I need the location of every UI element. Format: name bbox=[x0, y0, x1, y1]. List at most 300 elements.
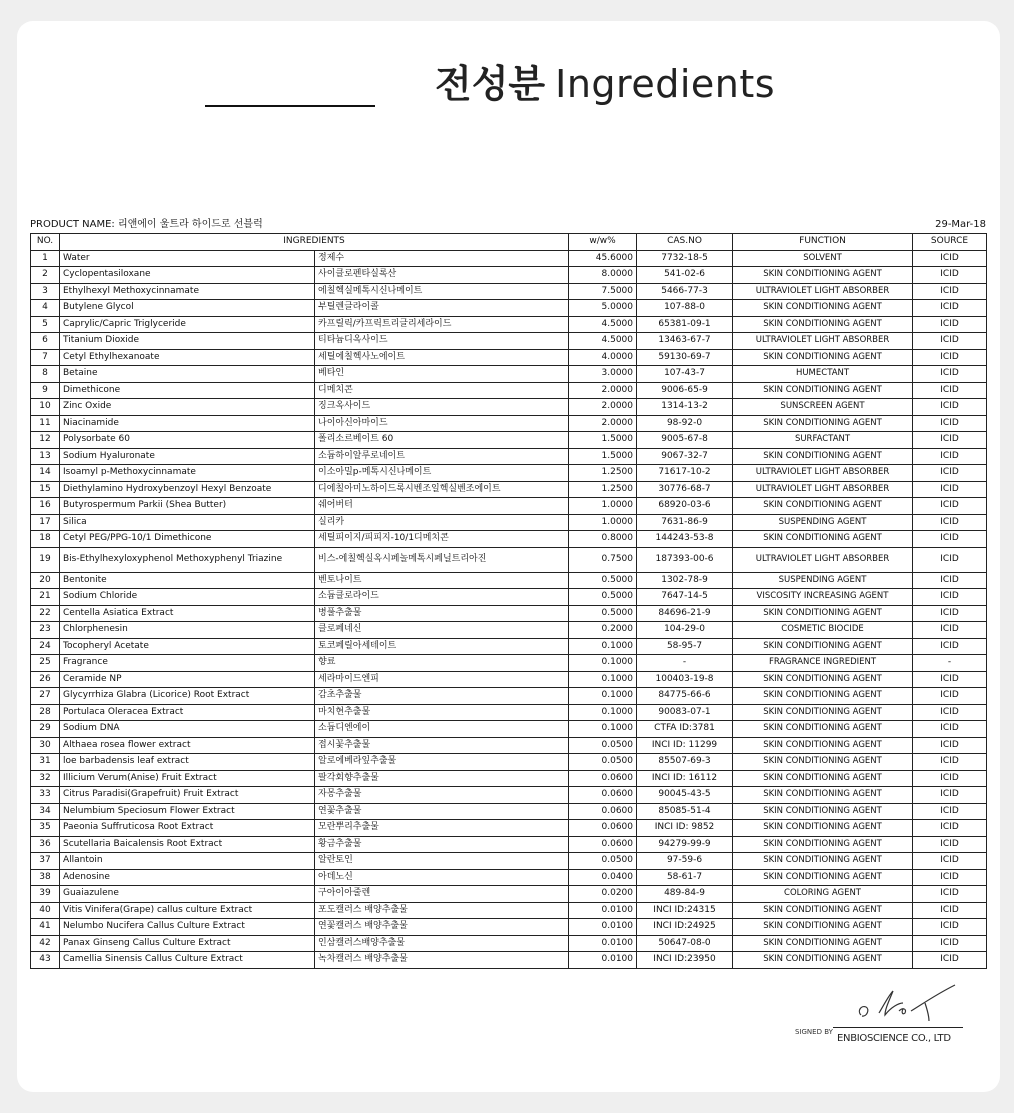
source: ICID bbox=[913, 671, 987, 688]
source: ICID bbox=[913, 547, 987, 572]
ingredient-english: Caprylic/Capric Triglyceride bbox=[60, 316, 315, 333]
weight-percent: 0.0600 bbox=[569, 803, 637, 820]
cas-number: 13463-67-7 bbox=[637, 333, 733, 350]
ingredient-korean: 마치현추출물 bbox=[315, 704, 569, 721]
document-card bbox=[17, 21, 1000, 1092]
cas-number: 104-29-0 bbox=[637, 622, 733, 639]
source: ICID bbox=[913, 820, 987, 837]
function: COLORING AGENT bbox=[733, 886, 913, 903]
ingredient-korean: 인삼캘러스배양추출물 bbox=[315, 935, 569, 952]
row-number: 12 bbox=[31, 432, 60, 449]
table-row bbox=[31, 688, 987, 705]
row-number: 20 bbox=[31, 572, 60, 589]
ingredient-korean: 이소아밀p-메톡시신나메이트 bbox=[315, 465, 569, 482]
source: ICID bbox=[913, 787, 987, 804]
cas-number: 58-61-7 bbox=[637, 869, 733, 886]
weight-percent: 0.1000 bbox=[569, 704, 637, 721]
ingredient-english: Niacinamide bbox=[60, 415, 315, 432]
table-row bbox=[31, 820, 987, 837]
weight-percent: 3.0000 bbox=[569, 366, 637, 383]
ingredient-english: Silica bbox=[60, 514, 315, 531]
source: ICID bbox=[913, 465, 987, 482]
weight-percent: 1.2500 bbox=[569, 481, 637, 498]
company-name: ENBIOSCIENCE CO., LTD bbox=[837, 1033, 951, 1044]
row-number: 4 bbox=[31, 300, 60, 317]
ingredient-english: Chlorphenesin bbox=[60, 622, 315, 639]
weight-percent: 0.0500 bbox=[569, 853, 637, 870]
source: ICID bbox=[913, 448, 987, 465]
table-row bbox=[31, 919, 987, 936]
ingredient-english: Panax Ginseng Callus Culture Extract bbox=[60, 935, 315, 952]
row-number: 8 bbox=[31, 366, 60, 383]
weight-percent: 4.0000 bbox=[569, 349, 637, 366]
table-row bbox=[31, 737, 987, 754]
weight-percent: 5.0000 bbox=[569, 300, 637, 317]
source: ICID bbox=[913, 605, 987, 622]
ingredient-english: Nelumbo Nucifera Callus Culture Extract bbox=[60, 919, 315, 936]
weight-percent: 0.0100 bbox=[569, 935, 637, 952]
ingredient-korean: 연꽃추출물 bbox=[315, 803, 569, 820]
source: ICID bbox=[913, 572, 987, 589]
table-row bbox=[31, 531, 987, 548]
cas-number: 7647-14-5 bbox=[637, 589, 733, 606]
ingredient-english: Allantoin bbox=[60, 853, 315, 870]
function: COSMETIC BIOCIDE bbox=[733, 622, 913, 639]
table-row bbox=[31, 605, 987, 622]
cas-number: 58-95-7 bbox=[637, 638, 733, 655]
weight-percent: 0.0100 bbox=[569, 902, 637, 919]
source: ICID bbox=[913, 622, 987, 639]
weight-percent: 0.0600 bbox=[569, 787, 637, 804]
function: SKIN CONDITIONING AGENT bbox=[733, 671, 913, 688]
ingredient-korean: 알로에베라잎추출물 bbox=[315, 754, 569, 771]
table-row bbox=[31, 465, 987, 482]
cas-number: INCI ID: 16112 bbox=[637, 770, 733, 787]
source: ICID bbox=[913, 886, 987, 903]
cas-number: 9005-67-8 bbox=[637, 432, 733, 449]
ingredient-korean: 클로페네신 bbox=[315, 622, 569, 639]
row-number: 14 bbox=[31, 465, 60, 482]
source: ICID bbox=[913, 267, 987, 284]
ingredient-korean: 디메치콘 bbox=[315, 382, 569, 399]
source: ICID bbox=[913, 415, 987, 432]
row-number: 11 bbox=[31, 415, 60, 432]
row-number: 10 bbox=[31, 399, 60, 416]
product-name: PRODUCT NAME: 리앤에이 울트라 하이드로 선블럭 bbox=[30, 219, 263, 230]
header-cas: CAS.NO bbox=[637, 234, 733, 251]
ingredient-korean: 나이아신아마이드 bbox=[315, 415, 569, 432]
weight-percent: 2.0000 bbox=[569, 382, 637, 399]
source: ICID bbox=[913, 935, 987, 952]
row-number: 37 bbox=[31, 853, 60, 870]
source: ICID bbox=[913, 589, 987, 606]
function: SKIN CONDITIONING AGENT bbox=[733, 498, 913, 515]
function: SUSPENDING AGENT bbox=[733, 514, 913, 531]
ingredient-english: Bentonite bbox=[60, 572, 315, 589]
cas-number: 107-88-0 bbox=[637, 300, 733, 317]
signature-line bbox=[833, 1027, 963, 1028]
table-row bbox=[31, 283, 987, 300]
source: ICID bbox=[913, 283, 987, 300]
table-row bbox=[31, 886, 987, 903]
function: ULTRAVIOLET LIGHT ABSORBER bbox=[733, 283, 913, 300]
ingredient-english: Polysorbate 60 bbox=[60, 432, 315, 449]
handwritten-signature bbox=[855, 981, 965, 1025]
function: SOLVENT bbox=[733, 250, 913, 267]
row-number: 15 bbox=[31, 481, 60, 498]
ingredient-english: Betaine bbox=[60, 366, 315, 383]
cas-number: 5466-77-3 bbox=[637, 283, 733, 300]
weight-percent: 4.5000 bbox=[569, 316, 637, 333]
table-row bbox=[31, 622, 987, 639]
ingredient-korean: 디에칠아미노하이드록시벤조일헥실벤조에이트 bbox=[315, 481, 569, 498]
function: SKIN CONDITIONING AGENT bbox=[733, 919, 913, 936]
source: ICID bbox=[913, 333, 987, 350]
function: SKIN CONDITIONING AGENT bbox=[733, 531, 913, 548]
table-row bbox=[31, 638, 987, 655]
source: ICID bbox=[913, 316, 987, 333]
ingredient-english: Sodium Chloride bbox=[60, 589, 315, 606]
table-row bbox=[31, 382, 987, 399]
ingredient-english: Portulaca Oleracea Extract bbox=[60, 704, 315, 721]
table-row bbox=[31, 514, 987, 531]
ingredient-korean: 알란토인 bbox=[315, 853, 569, 870]
ingredient-english: Illicium Verum(Anise) Fruit Extract bbox=[60, 770, 315, 787]
weight-percent: 0.7500 bbox=[569, 547, 637, 572]
source: ICID bbox=[913, 869, 987, 886]
source: ICID bbox=[913, 638, 987, 655]
source: - bbox=[913, 655, 987, 672]
row-number: 24 bbox=[31, 638, 60, 655]
table-row bbox=[31, 704, 987, 721]
weight-percent: 0.0600 bbox=[569, 836, 637, 853]
weight-percent: 45.6000 bbox=[569, 250, 637, 267]
function: ULTRAVIOLET LIGHT ABSORBER bbox=[733, 465, 913, 482]
row-number: 16 bbox=[31, 498, 60, 515]
weight-percent: 7.5000 bbox=[569, 283, 637, 300]
row-number: 13 bbox=[31, 448, 60, 465]
ingredient-english: Vitis Vinifera(Grape) callus culture Extract bbox=[60, 902, 315, 919]
ingredient-korean: 세라마이드엔피 bbox=[315, 671, 569, 688]
table-row bbox=[31, 349, 987, 366]
ingredient-korean: 황금추출물 bbox=[315, 836, 569, 853]
source: ICID bbox=[913, 853, 987, 870]
weight-percent: 1.0000 bbox=[569, 498, 637, 515]
row-number: 39 bbox=[31, 886, 60, 903]
function: SKIN CONDITIONING AGENT bbox=[733, 836, 913, 853]
cas-number: 85507-69-3 bbox=[637, 754, 733, 771]
weight-percent: 1.0000 bbox=[569, 514, 637, 531]
weight-percent: 1.2500 bbox=[569, 465, 637, 482]
table-row bbox=[31, 721, 987, 738]
ingredient-english: Adenosine bbox=[60, 869, 315, 886]
ingredient-english: Camellia Sinensis Callus Culture Extract bbox=[60, 952, 315, 969]
ingredient-english: Zinc Oxide bbox=[60, 399, 315, 416]
table-row bbox=[31, 671, 987, 688]
table-row bbox=[31, 498, 987, 515]
ingredient-korean: 접시꽃추출물 bbox=[315, 737, 569, 754]
table-header-row bbox=[31, 234, 987, 251]
ingredient-korean: 에칠헥실메톡시신나메이트 bbox=[315, 283, 569, 300]
cas-number: 1314-13-2 bbox=[637, 399, 733, 416]
source: ICID bbox=[913, 803, 987, 820]
weight-percent: 0.1000 bbox=[569, 721, 637, 738]
ingredient-english: Dimethicone bbox=[60, 382, 315, 399]
row-number: 35 bbox=[31, 820, 60, 837]
ingredient-english: Bis-Ethylhexyloxyphenol Methoxyphenyl Triazine bbox=[60, 547, 315, 572]
cas-number: 85085-51-4 bbox=[637, 803, 733, 820]
table-row bbox=[31, 333, 987, 350]
row-number: 19 bbox=[31, 547, 60, 572]
ingredient-korean: 향료 bbox=[315, 655, 569, 672]
weight-percent: 4.5000 bbox=[569, 333, 637, 350]
cas-number: 9006-65-9 bbox=[637, 382, 733, 399]
table-row bbox=[31, 770, 987, 787]
cas-number: 100403-19-8 bbox=[637, 671, 733, 688]
title-korean: 전성분 bbox=[435, 62, 546, 106]
function: SKIN CONDITIONING AGENT bbox=[733, 770, 913, 787]
table-row bbox=[31, 902, 987, 919]
ingredients-table bbox=[30, 233, 987, 969]
page-title bbox=[435, 59, 775, 109]
source: ICID bbox=[913, 349, 987, 366]
source: ICID bbox=[913, 688, 987, 705]
weight-percent: 0.1000 bbox=[569, 638, 637, 655]
function: SKIN CONDITIONING AGENT bbox=[733, 869, 913, 886]
function: SKIN CONDITIONING AGENT bbox=[733, 952, 913, 969]
row-number: 17 bbox=[31, 514, 60, 531]
ingredient-korean: 사이클로펜타실록산 bbox=[315, 267, 569, 284]
table-row bbox=[31, 300, 987, 317]
cas-number: 94279-99-9 bbox=[637, 836, 733, 853]
ingredient-english: Diethylamino Hydroxybenzoyl Hexyl Benzoate bbox=[60, 481, 315, 498]
ingredient-korean: 쉐어버터 bbox=[315, 498, 569, 515]
ingredient-english: Butyrospermum Parkii (Shea Butter) bbox=[60, 498, 315, 515]
function: SKIN CONDITIONING AGENT bbox=[733, 721, 913, 738]
weight-percent: 8.0000 bbox=[569, 267, 637, 284]
source: ICID bbox=[913, 754, 987, 771]
ingredient-korean: 토코페릴아세테이트 bbox=[315, 638, 569, 655]
cas-number: 71617-10-2 bbox=[637, 465, 733, 482]
table-row bbox=[31, 836, 987, 853]
ingredient-english: Sodium Hyaluronate bbox=[60, 448, 315, 465]
ingredient-korean: 병풀추출물 bbox=[315, 605, 569, 622]
table-row bbox=[31, 869, 987, 886]
ingredient-korean: 구아이아줄렌 bbox=[315, 886, 569, 903]
function: SKIN CONDITIONING AGENT bbox=[733, 820, 913, 837]
row-number: 42 bbox=[31, 935, 60, 952]
weight-percent: 0.1000 bbox=[569, 688, 637, 705]
source: ICID bbox=[913, 399, 987, 416]
ingredient-english: Tocopheryl Acetate bbox=[60, 638, 315, 655]
weight-percent: 0.0600 bbox=[569, 770, 637, 787]
cas-number: 30776-68-7 bbox=[637, 481, 733, 498]
document-date: 29-Mar-18 bbox=[935, 219, 986, 230]
ingredient-english: Water bbox=[60, 250, 315, 267]
weight-percent: 0.1000 bbox=[569, 655, 637, 672]
row-number: 2 bbox=[31, 267, 60, 284]
ingredient-korean: 팔각회향추출물 bbox=[315, 770, 569, 787]
cas-number: - bbox=[637, 655, 733, 672]
row-number: 18 bbox=[31, 531, 60, 548]
ingredient-english: Althaea rosea flower extract bbox=[60, 737, 315, 754]
row-number: 29 bbox=[31, 721, 60, 738]
source: ICID bbox=[913, 770, 987, 787]
function: HUMECTANT bbox=[733, 366, 913, 383]
table-row bbox=[31, 415, 987, 432]
cas-number: 84775-66-6 bbox=[637, 688, 733, 705]
table-row bbox=[31, 448, 987, 465]
ingredient-korean: 연꽃캘러스 배양추출물 bbox=[315, 919, 569, 936]
ingredient-korean: 자몽추출물 bbox=[315, 787, 569, 804]
header-ww: w/w% bbox=[569, 234, 637, 251]
table-row bbox=[31, 366, 987, 383]
ingredient-korean: 소듐디엔에이 bbox=[315, 721, 569, 738]
cas-number: 144243-53-8 bbox=[637, 531, 733, 548]
weight-percent: 0.0500 bbox=[569, 737, 637, 754]
cas-number: 68920-03-6 bbox=[637, 498, 733, 515]
table-row bbox=[31, 250, 987, 267]
row-number: 5 bbox=[31, 316, 60, 333]
function: ULTRAVIOLET LIGHT ABSORBER bbox=[733, 547, 913, 572]
table-row bbox=[31, 432, 987, 449]
cas-number: 489-84-9 bbox=[637, 886, 733, 903]
weight-percent: 0.0100 bbox=[569, 952, 637, 969]
source: ICID bbox=[913, 250, 987, 267]
row-number: 6 bbox=[31, 333, 60, 350]
table-row bbox=[31, 572, 987, 589]
row-number: 40 bbox=[31, 902, 60, 919]
product-line bbox=[30, 218, 986, 232]
table-row bbox=[31, 952, 987, 969]
table-row bbox=[31, 787, 987, 804]
function: SKIN CONDITIONING AGENT bbox=[733, 902, 913, 919]
table-row bbox=[31, 935, 987, 952]
ingredient-korean: 아데노신 bbox=[315, 869, 569, 886]
ingredient-korean: 포도캘러스 배양추출물 bbox=[315, 902, 569, 919]
source: ICID bbox=[913, 514, 987, 531]
ingredient-korean: 녹차캘러스 배양추출물 bbox=[315, 952, 569, 969]
weight-percent: 0.5000 bbox=[569, 589, 637, 606]
ingredient-korean: 비스-에칠헥실옥시페놀메톡시페닐트리아진 bbox=[315, 547, 569, 572]
table-row bbox=[31, 547, 987, 572]
row-number: 41 bbox=[31, 919, 60, 936]
header-function: FUNCTION bbox=[733, 234, 913, 251]
weight-percent: 2.0000 bbox=[569, 415, 637, 432]
function: SKIN CONDITIONING AGENT bbox=[733, 605, 913, 622]
source: ICID bbox=[913, 836, 987, 853]
source: ICID bbox=[913, 704, 987, 721]
row-number: 33 bbox=[31, 787, 60, 804]
function: SKIN CONDITIONING AGENT bbox=[733, 349, 913, 366]
table-row bbox=[31, 853, 987, 870]
title-english: Ingredients bbox=[555, 62, 776, 106]
source: ICID bbox=[913, 300, 987, 317]
row-number: 25 bbox=[31, 655, 60, 672]
function: SKIN CONDITIONING AGENT bbox=[733, 737, 913, 754]
ingredient-korean: 정제수 bbox=[315, 250, 569, 267]
weight-percent: 2.0000 bbox=[569, 399, 637, 416]
source: ICID bbox=[913, 481, 987, 498]
source: ICID bbox=[913, 919, 987, 936]
source: ICID bbox=[913, 952, 987, 969]
row-number: 22 bbox=[31, 605, 60, 622]
weight-percent: 0.0400 bbox=[569, 869, 637, 886]
weight-percent: 0.0200 bbox=[569, 886, 637, 903]
row-number: 34 bbox=[31, 803, 60, 820]
function: SKIN CONDITIONING AGENT bbox=[733, 267, 913, 284]
cas-number: INCI ID:23950 bbox=[637, 952, 733, 969]
weight-percent: 0.0100 bbox=[569, 919, 637, 936]
function: SKIN CONDITIONING AGENT bbox=[733, 638, 913, 655]
row-number: 1 bbox=[31, 250, 60, 267]
source: ICID bbox=[913, 366, 987, 383]
row-number: 30 bbox=[31, 737, 60, 754]
cas-number: 98-92-0 bbox=[637, 415, 733, 432]
ingredient-korean: 실리카 bbox=[315, 514, 569, 531]
cas-number: 90045-43-5 bbox=[637, 787, 733, 804]
ingredient-english: Centella Asiatica Extract bbox=[60, 605, 315, 622]
header bbox=[17, 59, 1000, 119]
row-number: 32 bbox=[31, 770, 60, 787]
cas-number: INCI ID:24315 bbox=[637, 902, 733, 919]
cas-number: 1302-78-9 bbox=[637, 572, 733, 589]
table-row bbox=[31, 803, 987, 820]
row-number: 26 bbox=[31, 671, 60, 688]
ingredient-english: Glycyrrhiza Glabra (Licorice) Root Extract bbox=[60, 688, 315, 705]
function: FRAGRANCE INGREDIENT bbox=[733, 655, 913, 672]
signed-by-label: SIGNED BY bbox=[795, 1028, 833, 1036]
function: SUNSCREEN AGENT bbox=[733, 399, 913, 416]
ingredient-korean: 티타늄디옥사이드 bbox=[315, 333, 569, 350]
ingredient-english: Fragrance bbox=[60, 655, 315, 672]
weight-percent: 0.0500 bbox=[569, 754, 637, 771]
weight-percent: 0.2000 bbox=[569, 622, 637, 639]
weight-percent: 0.8000 bbox=[569, 531, 637, 548]
row-number: 7 bbox=[31, 349, 60, 366]
ingredient-english: Sodium DNA bbox=[60, 721, 315, 738]
ingredient-english: Titanium Dioxide bbox=[60, 333, 315, 350]
ingredient-korean: 세틸피이지/피피지-10/1디메치콘 bbox=[315, 531, 569, 548]
cas-number: 541-02-6 bbox=[637, 267, 733, 284]
cas-number: CTFA ID:3781 bbox=[637, 721, 733, 738]
cas-number: 97-59-6 bbox=[637, 853, 733, 870]
cas-number: 187393-00-6 bbox=[637, 547, 733, 572]
function: SKIN CONDITIONING AGENT bbox=[733, 704, 913, 721]
ingredient-korean: 감초추출물 bbox=[315, 688, 569, 705]
ingredient-korean: 부틸렌글라이콜 bbox=[315, 300, 569, 317]
ingredient-korean: 베타인 bbox=[315, 366, 569, 383]
function: SKIN CONDITIONING AGENT bbox=[733, 300, 913, 317]
ingredient-english: Ethylhexyl Methoxycinnamate bbox=[60, 283, 315, 300]
table-row bbox=[31, 316, 987, 333]
source: ICID bbox=[913, 737, 987, 754]
function: SKIN CONDITIONING AGENT bbox=[733, 803, 913, 820]
weight-percent: 0.0600 bbox=[569, 820, 637, 837]
function: SKIN CONDITIONING AGENT bbox=[733, 754, 913, 771]
row-number: 38 bbox=[31, 869, 60, 886]
row-number: 27 bbox=[31, 688, 60, 705]
weight-percent: 1.5000 bbox=[569, 448, 637, 465]
ingredient-english: Nelumbium Speciosum Flower Extract bbox=[60, 803, 315, 820]
source: ICID bbox=[913, 902, 987, 919]
title-rule bbox=[205, 105, 375, 107]
function: SKIN CONDITIONING AGENT bbox=[733, 853, 913, 870]
weight-percent: 0.5000 bbox=[569, 605, 637, 622]
cas-number: 50647-08-0 bbox=[637, 935, 733, 952]
table-row bbox=[31, 267, 987, 284]
ingredient-english: Cetyl Ethylhexanoate bbox=[60, 349, 315, 366]
